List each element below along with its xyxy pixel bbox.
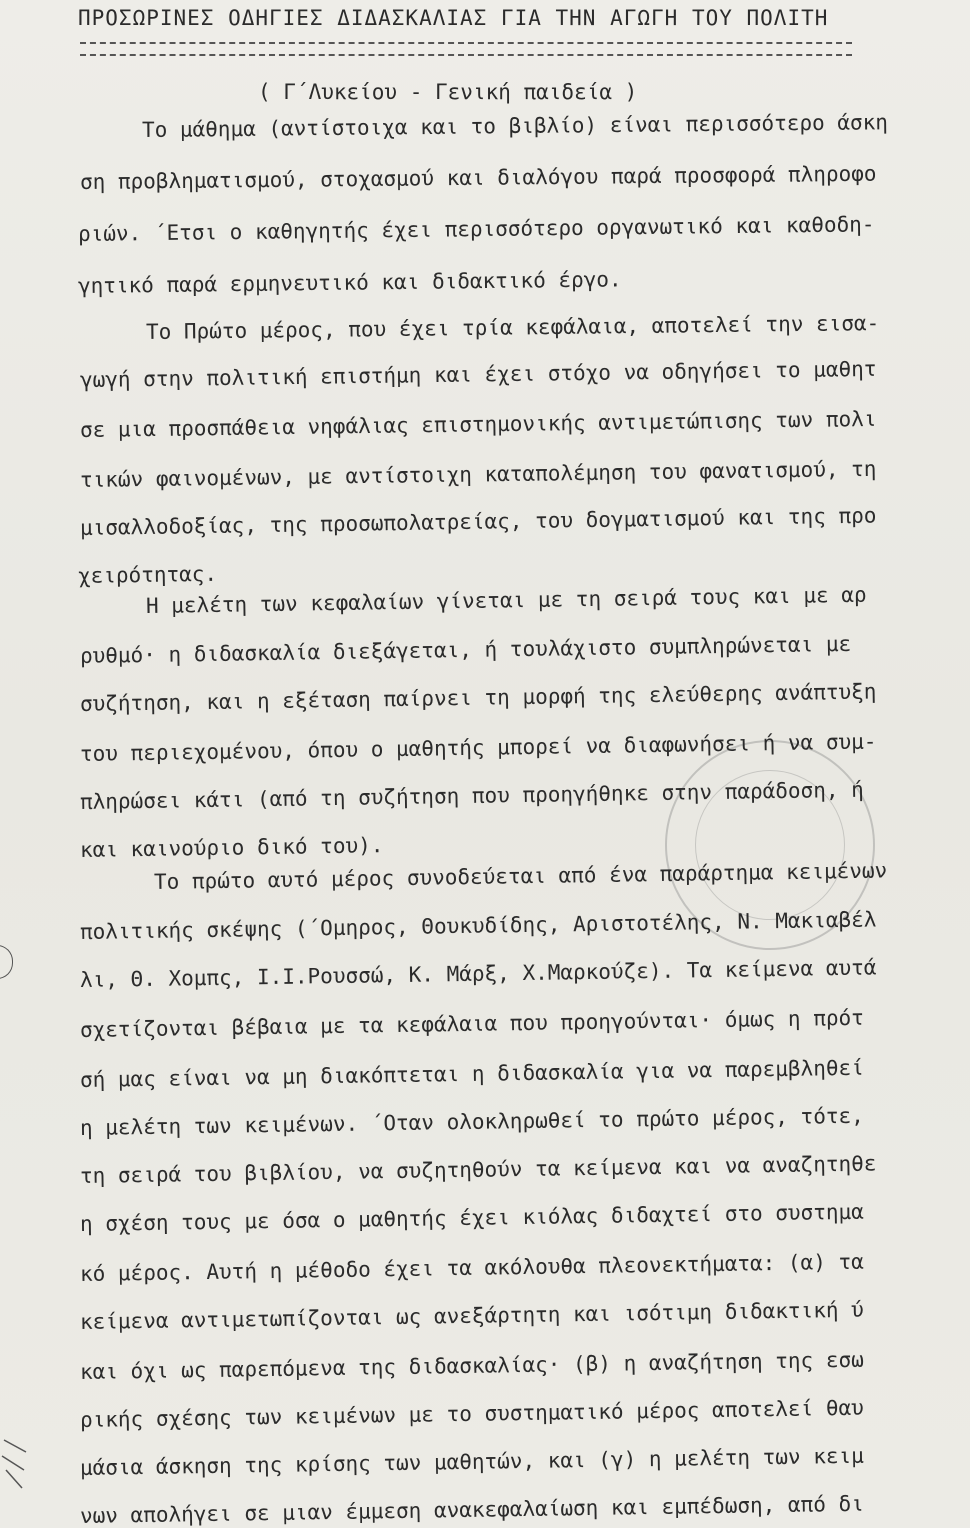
text-line: Το πρώτο αυτό μέρος συνοδεύεται από ένα παράρτημα κειμένων: [153, 858, 888, 894]
text-line: συζήτηση, και η εξέταση παίρνει τη μορφή της ελεύθερης ανάπτυξη: [79, 679, 877, 716]
text-line: Το μάθημα (αντίστοιχα και το βιβλίο) είναι περισσότερο άσκη: [141, 110, 889, 142]
text-line: η σχέση τους με όσα ο μαθητής έχει κιόλας διδαχτεί στο συστημα: [79, 1199, 864, 1236]
text-line: μάσια άσκηση της κρίσης των μαθητών, και (γ) η μελέτη των κειμ: [79, 1443, 864, 1480]
text-line: κείμενα αντιμετωπίζονται ως ανεξάρτητη και ισότιμη διδακτική ύ: [79, 1297, 864, 1334]
text-line: χειρότητας.: [77, 561, 218, 588]
text-line: πληρώσει κάτι (από τη συζήτηση που προηγήθηκε στην παράδοση, ή: [79, 777, 864, 814]
text-line: σχετίζονται βέβαια με τα κεφάλαια που προηγούνται· όμως η πρότ: [79, 1005, 864, 1042]
text-line: Το Πρώτο μέρος, που έχει τρία κεφάλαια, αποτελεί την εισα-: [145, 311, 880, 344]
text-line: γωγή στην πολιτική επιστήμη και έχει στόχο να οδηγήσει το μαθητ: [79, 356, 877, 392]
text-line: πολιτικής σκέψης (΄Ομηρος, Θουκυδίδης, Αριστοτέλης, Ν. Μακιαβέλ: [79, 907, 877, 944]
document-subtitle: ( Γ΄Λυκείου - Γενική παιδεία ): [258, 80, 638, 104]
text-line: και όχι ως παρεπόμενα της διδασκαλίας· (β) η αναζήτηση της εσω: [79, 1347, 864, 1384]
text-line: Η μελέτη των κεφαλαίων γίνεται με τη σειρά τους και με αρ: [145, 582, 867, 618]
title-underline: [80, 42, 852, 56]
text-line: λι, Θ. Χομπς, Ι.Ι.Ρουσσώ, Κ. Μάρξ, Χ.Μαρκούζε). Τα κείμενα αυτά: [79, 955, 877, 992]
text-line: γητικό παρά ερμηνευτικό και διδακτικό έργο.: [77, 267, 622, 298]
text-line: τικών φαινομένων, με αντίστοιχη καταπολέμηση του φανατισμού, τη: [79, 456, 877, 492]
text-line: τη σειρά του βιβλίου, να συζητηθούν τα κείμενα και να αναζητηθε: [79, 1151, 877, 1188]
text-line: σε μια προσπάθεια νηφάλιας επιστημονικής αντιμετώπισης των πολι: [79, 406, 877, 442]
margin-scribble: [0, 1430, 30, 1490]
text-line: ρικής σχέσης των κειμένων με το συστηματικό μέρος αποτελεί θαυ: [79, 1395, 864, 1432]
text-line: ριών. ΄Ετσι ο καθηγητής έχει περισσότερο οργανωτικό και καθοδη-: [77, 212, 875, 246]
text-line: κό μέρος. Αυτή η μέθοδο έχει τα ακόλουθα πλεονεκτήματα: (α) τα: [79, 1249, 864, 1286]
text-line: νων απολήγει σε μιαν έμμεση ανακεφαλαίωση και εμπέδωση, από δι: [79, 1491, 864, 1528]
text-line: η μελέτη των κειμένων. ΄Οταν ολοκληρωθεί το πρώτο μέρος, τότε,: [79, 1103, 864, 1140]
text-line: του περιεχομένου, όπου ο μαθητής μπορεί να διαφωνήσει ή να συμ-: [79, 729, 877, 766]
text-line: σή μας είναι να μη διακόπτεται η διδασκαλία για να παρεμβληθεί: [79, 1055, 864, 1092]
margin-bracket-mark: [0, 945, 13, 979]
text-line: ση προβληματισμού, στοχασμού και διαλόγου παρά προσφορά πληροφο: [79, 161, 877, 194]
text-line: μισαλλοδοξίας, της προσωπολατρείας, του δογματισμού και της προ: [79, 503, 877, 540]
document-title: ΠΡΟΣΩΡΙΝΕΣ ΟΔΗΓΙΕΣ ΔΙΔΑΣΚΑΛΙΑΣ ΓΙΑ ΤΗΝ ΑΓΩΓΗ ΤΟΥ ΠΟΛΙΤΗ: [78, 6, 829, 30]
text-line: και καινούριο δικό του).: [79, 833, 384, 862]
text-line: ρυθμό· η διδασκαλία διεξάγεται, ή τουλάχιστο συμπληρώνεται με: [79, 631, 852, 668]
